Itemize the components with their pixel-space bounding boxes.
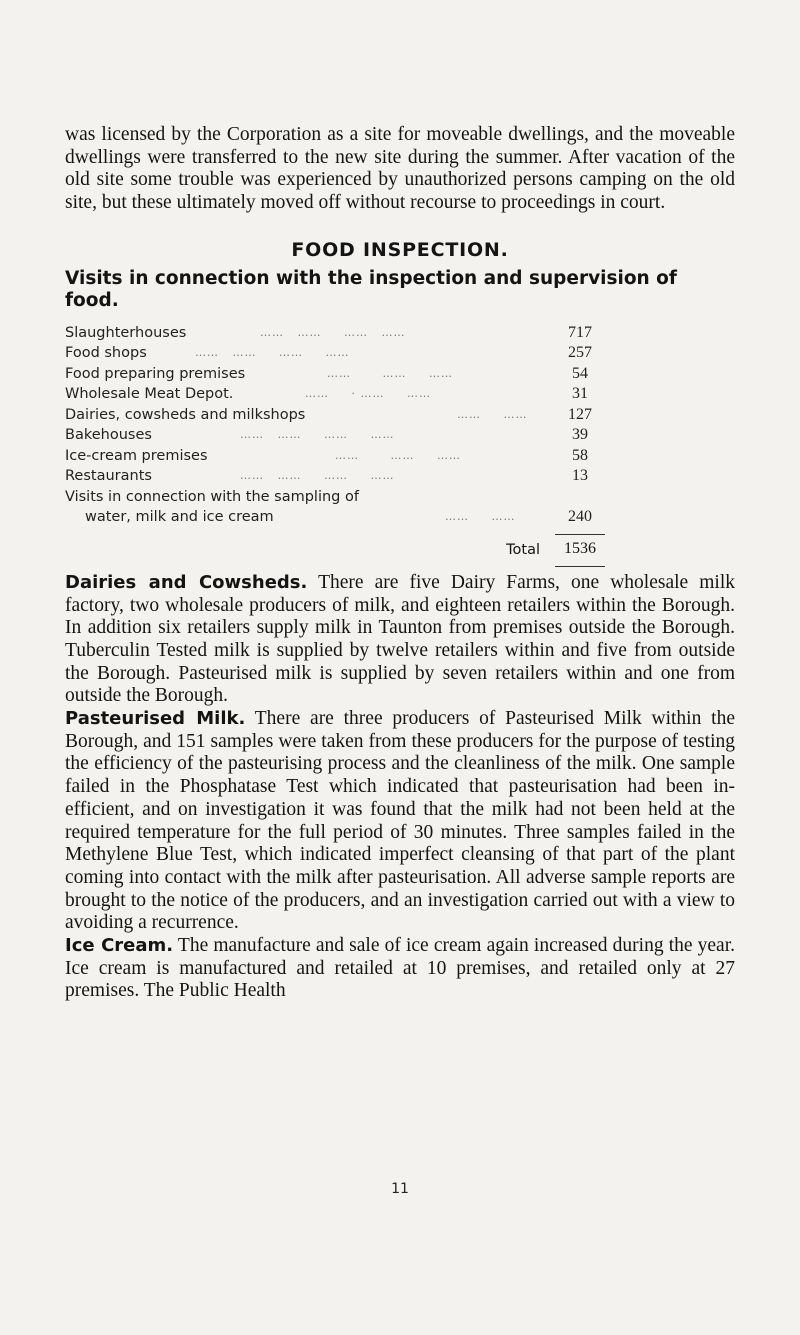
list-item [65,343,605,364]
list-item [65,323,605,344]
icecream-paragraph [65,935,735,1003]
dot-leader: …… …… …… …… [240,428,395,442]
pasteurised-paragraph [65,708,735,935]
visit-label: Ice-cream premises [65,447,208,464]
visit-count: 31 [572,385,588,403]
icecream-text: The manufacture and sale of ice cream again increased during the year. Ice cream is manufactured and retailed at 10 premises, and retailed only at 27 premises. The Public Health [65,935,735,1002]
visit-count: 54 [572,364,588,382]
dot-leader: …… …… …… [327,366,453,380]
dot-leader: …… …… …… [335,448,461,462]
total-label: Total [506,541,540,558]
dot-leader: …… …… …… …… [260,325,406,339]
list-item [65,364,605,385]
visit-count: 127 [568,405,592,423]
visit-count: 58 [572,446,588,464]
visit-count: 13 [572,467,588,485]
visit-count: 257 [568,344,592,362]
visit-label: Bakehouses [65,427,152,444]
sampling-label-line-1: Visits in connection with the sampling of [65,488,359,505]
dot-leader: …… · …… …… [305,387,431,401]
list-item [65,507,605,528]
page-number: 11 [391,1181,409,1197]
total-rule-bottom [555,566,605,567]
dot-leader: …… …… …… …… [240,469,395,483]
list-item [65,384,605,405]
total-value: 1536 [564,539,596,557]
dot-leader: …… …… …… …… [195,346,350,360]
visit-count: 717 [568,323,592,341]
visit-label: Restaurants [65,468,152,485]
visit-label: Food shops [65,345,147,362]
list-item [65,446,605,467]
visit-label: Slaughterhouses [65,324,187,341]
dairies-heading: Dairies and Cowsheds. [65,571,308,593]
visit-label: Wholesale Meat Depot. [65,386,234,403]
sampling-label-line-2: water, milk and ice cream [85,509,274,526]
list-item [65,425,605,446]
sampling-count: 240 [568,508,592,526]
total-row [65,532,605,570]
pasteurised-heading: Pasteurised Milk. [65,708,246,730]
icecream-heading: Ice Cream. [65,935,174,957]
visit-label: Dairies, cowsheds and milkshops [65,406,306,423]
dairies-paragraph [65,572,735,708]
intro-paragraph: was licensed by the Corporation as a site for moveable dwellings, and the moveable dwellings were transferred to the new site during the summer. After vacation of the old site some trouble was experienced by unauthorized persons camping on the old site, but these ultimately moved off without recourse to proceedings in court. [65,124,735,214]
section-title: FOOD INSPECTION. [291,238,509,261]
dot-leader: …… …… [445,510,516,524]
visits-heading: Visits in connection with the inspection and supervision of food. [65,267,677,311]
pasteurised-text: There are three producers of Pasteurised Milk within the Borough, and 151 samples were taken from these producers for the purpose of testing the efficiency of the pasteurising process and the cleanliness of the milk. One sample failed in the Phosphatase Test which indicated that pasteurisation had been in-efficient, and on investigation it was found that the milk had not been held at the required temperature for the full period of 30 minutes. Three samples failed in the Methylene Blue Test, which indicated imperfect cleansing of that part of the plant coming into contact with the milk after pasteurisation. All adverse sample reports are brought to the notice of the producers, and an investigation carried out with a view to avoiding a recurrence. [65,708,735,934]
visit-count: 39 [572,426,588,444]
list-item [65,487,605,508]
report-page [65,124,735,1003]
dairies-text: There are five Dairy Farms, one wholesale milk factory, two wholesale producers of milk, and eighteen retailers within the Borough. In addition six retailers supply milk in Taunton from premises outside the Borough. Tuberculin Tested milk is supplied by twelve retailers within and five from outside the Borough. Pasteurised milk is supplied by seven retailers within and one from outside the Borough. [65,571,735,707]
list-item [65,405,605,426]
visit-label: Food preparing premises [65,365,246,382]
total-rule-top [555,534,605,535]
list-item [65,466,605,487]
dot-leader: …… …… [457,407,528,421]
visits-list [65,323,735,528]
